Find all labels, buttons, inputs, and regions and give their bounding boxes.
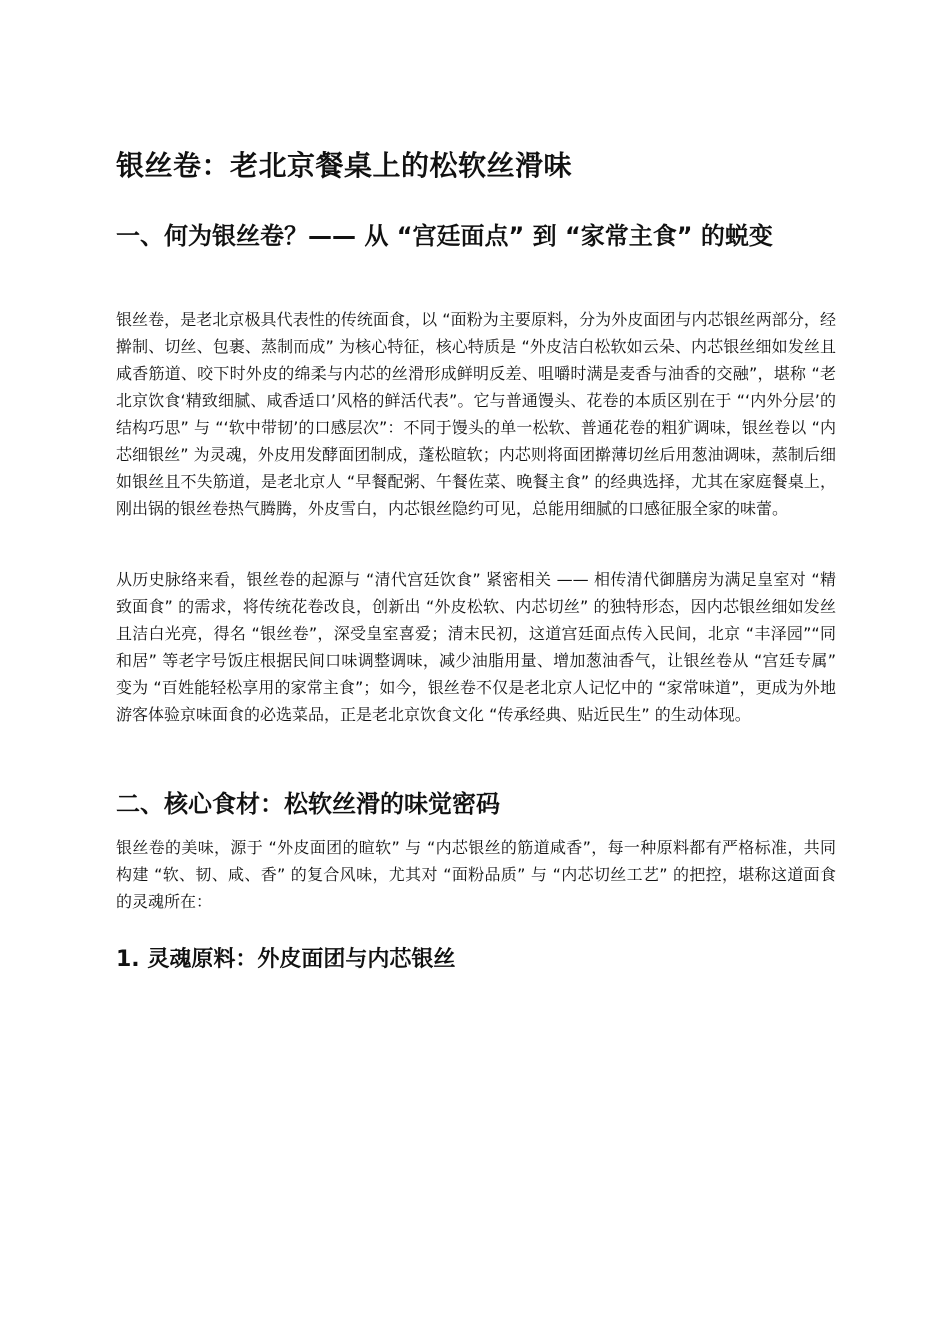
section-1-heading: 一、何为银丝卷？—— 从 “宫廷面点” 到 “家常主食” 的蜕变 (116, 222, 773, 250)
document-title: 银丝卷：老北京餐桌上的松软丝滑味 (116, 149, 573, 182)
section-1-paragraph-1: 银丝卷，是老北京极具代表性的传统面食，以 “面粉为主要原料，分为外皮面团与内芯银丝两部分，经擀制、切丝、包裹、蒸制而成” 为核心特征，核心特质是 “外皮洁白松软如云朵、内芯银丝细如发丝且咸香筋道、咬下时外皮的绵柔与内芯的丝滑形成鲜明反差、咀嚼时满是麦香与油香的交融”，堪称 “老北京饮食‘精致细腻、咸香适口’风格的鲜活代表”。它与普通馒头、花卷的本质区别在于 “‘内外分层’的结构巧思” 与 “‘软中带韧’的口感层次”：不同于馒头的单一松软、普通花卷的粗犷调味，银丝卷以 “内芯细银丝” 为灵魂，外皮用发酵面团制成，蓬松暄软；内芯则将面团擀薄切丝后用葱油调味，蒸制后细如银丝且不失筋道，是老北京人 “早餐配粥、午餐佐菜、晚餐主食” 的经典选择，尤其在家庭餐桌上，刚出锅的银丝卷热气腾腾，外皮雪白，内芯银丝隐约可见，总能用细腻的口感征服全家的味蕾。 (116, 310, 836, 518)
section-1-paragraph-2: 从历史脉络来看，银丝卷的起源与 “清代宫廷饮食” 紧密相关 —— 相传清代御膳房为满足皇室对 “精致面食” 的需求，将传统花卷改良，创新出 “外皮松软、内芯切丝” 的独特形态，因内芯银丝细如发丝且洁白光亮，得名 “银丝卷”，深受皇室喜爱；清末民初，这道宫廷面点传入民间，北京 “丰泽园”“同和居” 等老字号饭庄根据民间口味调整调味，减少油脂用量、增加葱油香气，让银丝卷从 “宫廷专属” 变为 “百姓能轻松享用的家常主食”；如今，银丝卷不仅是老北京人记忆中的 “家常味道”，更成为外地游客体验京味面食的必选菜品，正是老北京饮食文化 “传承经典、贴近民生” 的生动体现。 (116, 570, 836, 724)
section-2-paragraph: 银丝卷的美味，源于 “外皮面团的暄软” 与 “内芯银丝的筋道咸香”，每一种原料都有严格标准，共同构建 “软、韧、咸、香” 的复合风味，尤其对 “面粉品质” 与 “内芯切丝工艺” 的把控，堪称这道面食的灵魂所在： (116, 838, 836, 911)
section-2-heading: 二、核心食材：松软丝滑的味觉密码 (116, 790, 500, 818)
subsection-1-heading: 1. 灵魂原料：外皮面团与内芯银丝 (116, 947, 456, 972)
